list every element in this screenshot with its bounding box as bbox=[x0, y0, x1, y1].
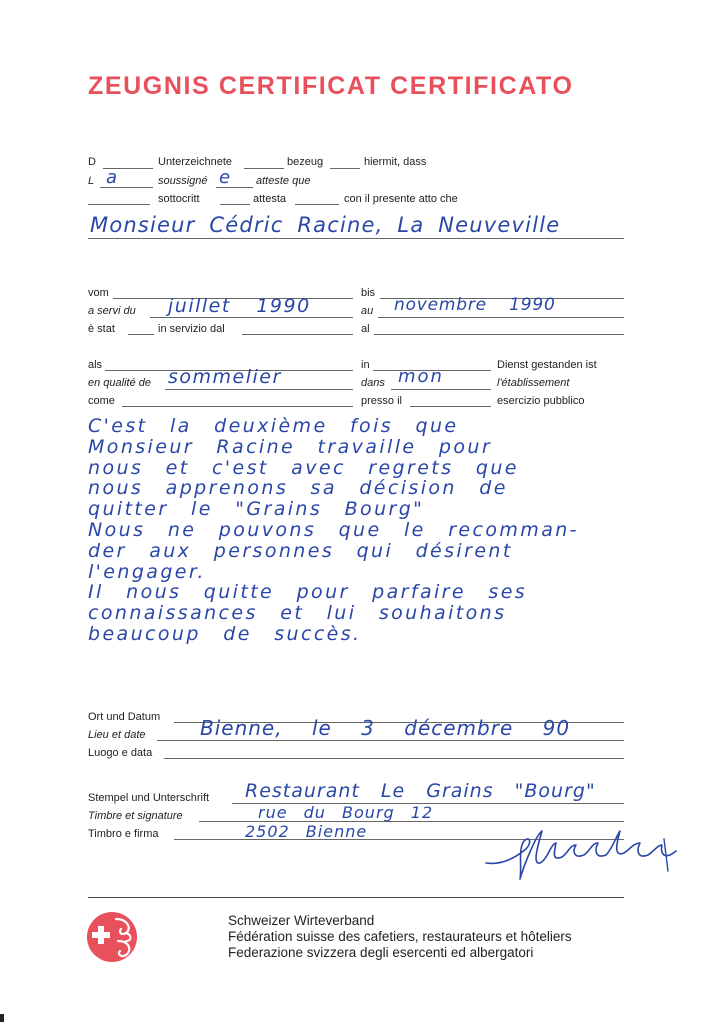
scan-edge-mark bbox=[0, 1014, 4, 1022]
intro-it-label-2: attesta bbox=[253, 193, 287, 205]
certificate-body bbox=[88, 416, 688, 645]
role-end-fr: l'établissement bbox=[497, 377, 570, 389]
period-from-line-3a bbox=[128, 334, 154, 335]
intro-de-blank-2 bbox=[244, 168, 284, 169]
body-line: C'est la deuxième fois que bbox=[88, 415, 459, 437]
intro-fr-label-1: soussigné bbox=[158, 175, 208, 187]
body-line: nous et c'est avec regrets que bbox=[88, 456, 519, 479]
intro-it-blank-1 bbox=[88, 204, 150, 205]
role-line-2 bbox=[165, 389, 353, 390]
stamp-fr: Timbre et signature bbox=[88, 810, 183, 822]
role-as-fr: en qualité de bbox=[88, 377, 151, 389]
role-in-de: in bbox=[361, 359, 370, 371]
body-line: Il nous quitte pour parfaire ses bbox=[88, 581, 528, 604]
period-to-fr: au bbox=[361, 305, 374, 317]
intro-fr-filled-prefix: a bbox=[106, 167, 118, 188]
stamp-line-restaurant: Restaurant Le Grains "Bourg" bbox=[245, 780, 596, 802]
intro-de-prefix: D bbox=[88, 156, 96, 168]
role-line-3 bbox=[122, 406, 353, 407]
role-in-it: presso il bbox=[361, 395, 402, 407]
footer-line-it: Federazione svizzera degli esercenti ed albergatori bbox=[228, 945, 534, 960]
place-date-line-2 bbox=[157, 740, 624, 741]
intro-it-blank-3 bbox=[295, 204, 339, 205]
employee-name: Monsieur Cédric Racine, La Neuveville bbox=[90, 213, 561, 237]
role-end-it: esercizio pubblico bbox=[497, 395, 585, 407]
role-place-line-2 bbox=[391, 389, 491, 390]
body-line: nous apprenons sa décision de bbox=[88, 477, 508, 500]
place-date-value: Bienne, le 3 décembre 90 bbox=[200, 716, 571, 740]
period-to-value: novembre 1990 bbox=[394, 295, 556, 315]
period-from-de: vom bbox=[88, 287, 109, 299]
role-place-line-3 bbox=[410, 406, 491, 407]
stamp-line-address: rue du Bourg 12 bbox=[258, 803, 434, 822]
period-from-line-2 bbox=[150, 317, 353, 318]
footer-line-fr: Fédération suisse des cafetiers, restaurateurs et hôteliers bbox=[228, 929, 572, 944]
intro-fr-filled-suffix: e bbox=[219, 167, 231, 188]
body-line: der aux personnes qui désirent bbox=[88, 539, 513, 562]
swiss-cross-logo-icon bbox=[86, 911, 138, 963]
period-from-value: juillet 1990 bbox=[168, 295, 311, 317]
period-to-de: bis bbox=[361, 287, 376, 299]
period-to-line-3 bbox=[374, 334, 624, 335]
footer-divider bbox=[88, 897, 624, 898]
role-as-de: als bbox=[88, 359, 103, 371]
footer-line-de: Schweizer Wirteverband bbox=[228, 913, 375, 928]
intro-de-label-3: hiermit, dass bbox=[364, 156, 427, 168]
place-date-line-3 bbox=[164, 758, 624, 759]
intro-it-blank-2 bbox=[220, 204, 250, 205]
body-line: Monsieur Racine travaille pour bbox=[88, 435, 493, 458]
intro-fr-label-2: atteste que bbox=[256, 175, 311, 187]
role-in-fr: dans bbox=[361, 377, 385, 389]
body-line: l'engager. bbox=[88, 560, 206, 583]
place-date-de: Ort und Datum bbox=[88, 711, 161, 723]
place-date-fr: Lieu et date bbox=[88, 729, 146, 741]
body-line: connaissances et lui souhaitons bbox=[88, 602, 507, 625]
period-from-line-3b bbox=[242, 334, 353, 335]
certificate-title: ZEUGNIS CERTIFICAT CERTIFICATO bbox=[88, 72, 574, 100]
place-date-it: Luogo e data bbox=[88, 747, 153, 759]
intro-it-label-1: sottocritt bbox=[158, 193, 200, 205]
role-as-it: come bbox=[88, 395, 115, 407]
body-line: quitter le "Grains Bourg" bbox=[88, 498, 425, 521]
stamp-it: Timbro e firma bbox=[88, 828, 159, 840]
intro-de-label-2: bezeug bbox=[287, 156, 324, 168]
body-line: beaucoup de succès. bbox=[88, 622, 362, 645]
intro-de-blank-3 bbox=[330, 168, 360, 169]
period-from-fr: a servi du bbox=[88, 305, 136, 317]
employee-name-line bbox=[88, 238, 624, 239]
period-to-line-2 bbox=[378, 317, 624, 318]
period-from-it: è stat bbox=[88, 323, 115, 335]
intro-it-label-3: con il presente atto che bbox=[344, 193, 458, 205]
signature-icon bbox=[480, 815, 690, 885]
role-place-value: mon bbox=[398, 366, 444, 387]
stamp-line-city: 2502 Bienne bbox=[245, 822, 368, 841]
stamp-de: Stempel und Unterschrift bbox=[88, 792, 210, 804]
intro-de-label-1: Unterzeichnete bbox=[158, 156, 232, 168]
footer-text bbox=[228, 913, 572, 961]
body-line: Nous ne pouvons que le recomman- bbox=[88, 518, 579, 541]
intro-fr-prefix: L bbox=[88, 175, 95, 187]
period-to-it: al bbox=[361, 323, 370, 335]
role-end-de: Dienst gestanden ist bbox=[497, 359, 597, 371]
role-value: sommelier bbox=[168, 366, 282, 388]
period-from-it-2: in servizio dal bbox=[158, 323, 225, 335]
